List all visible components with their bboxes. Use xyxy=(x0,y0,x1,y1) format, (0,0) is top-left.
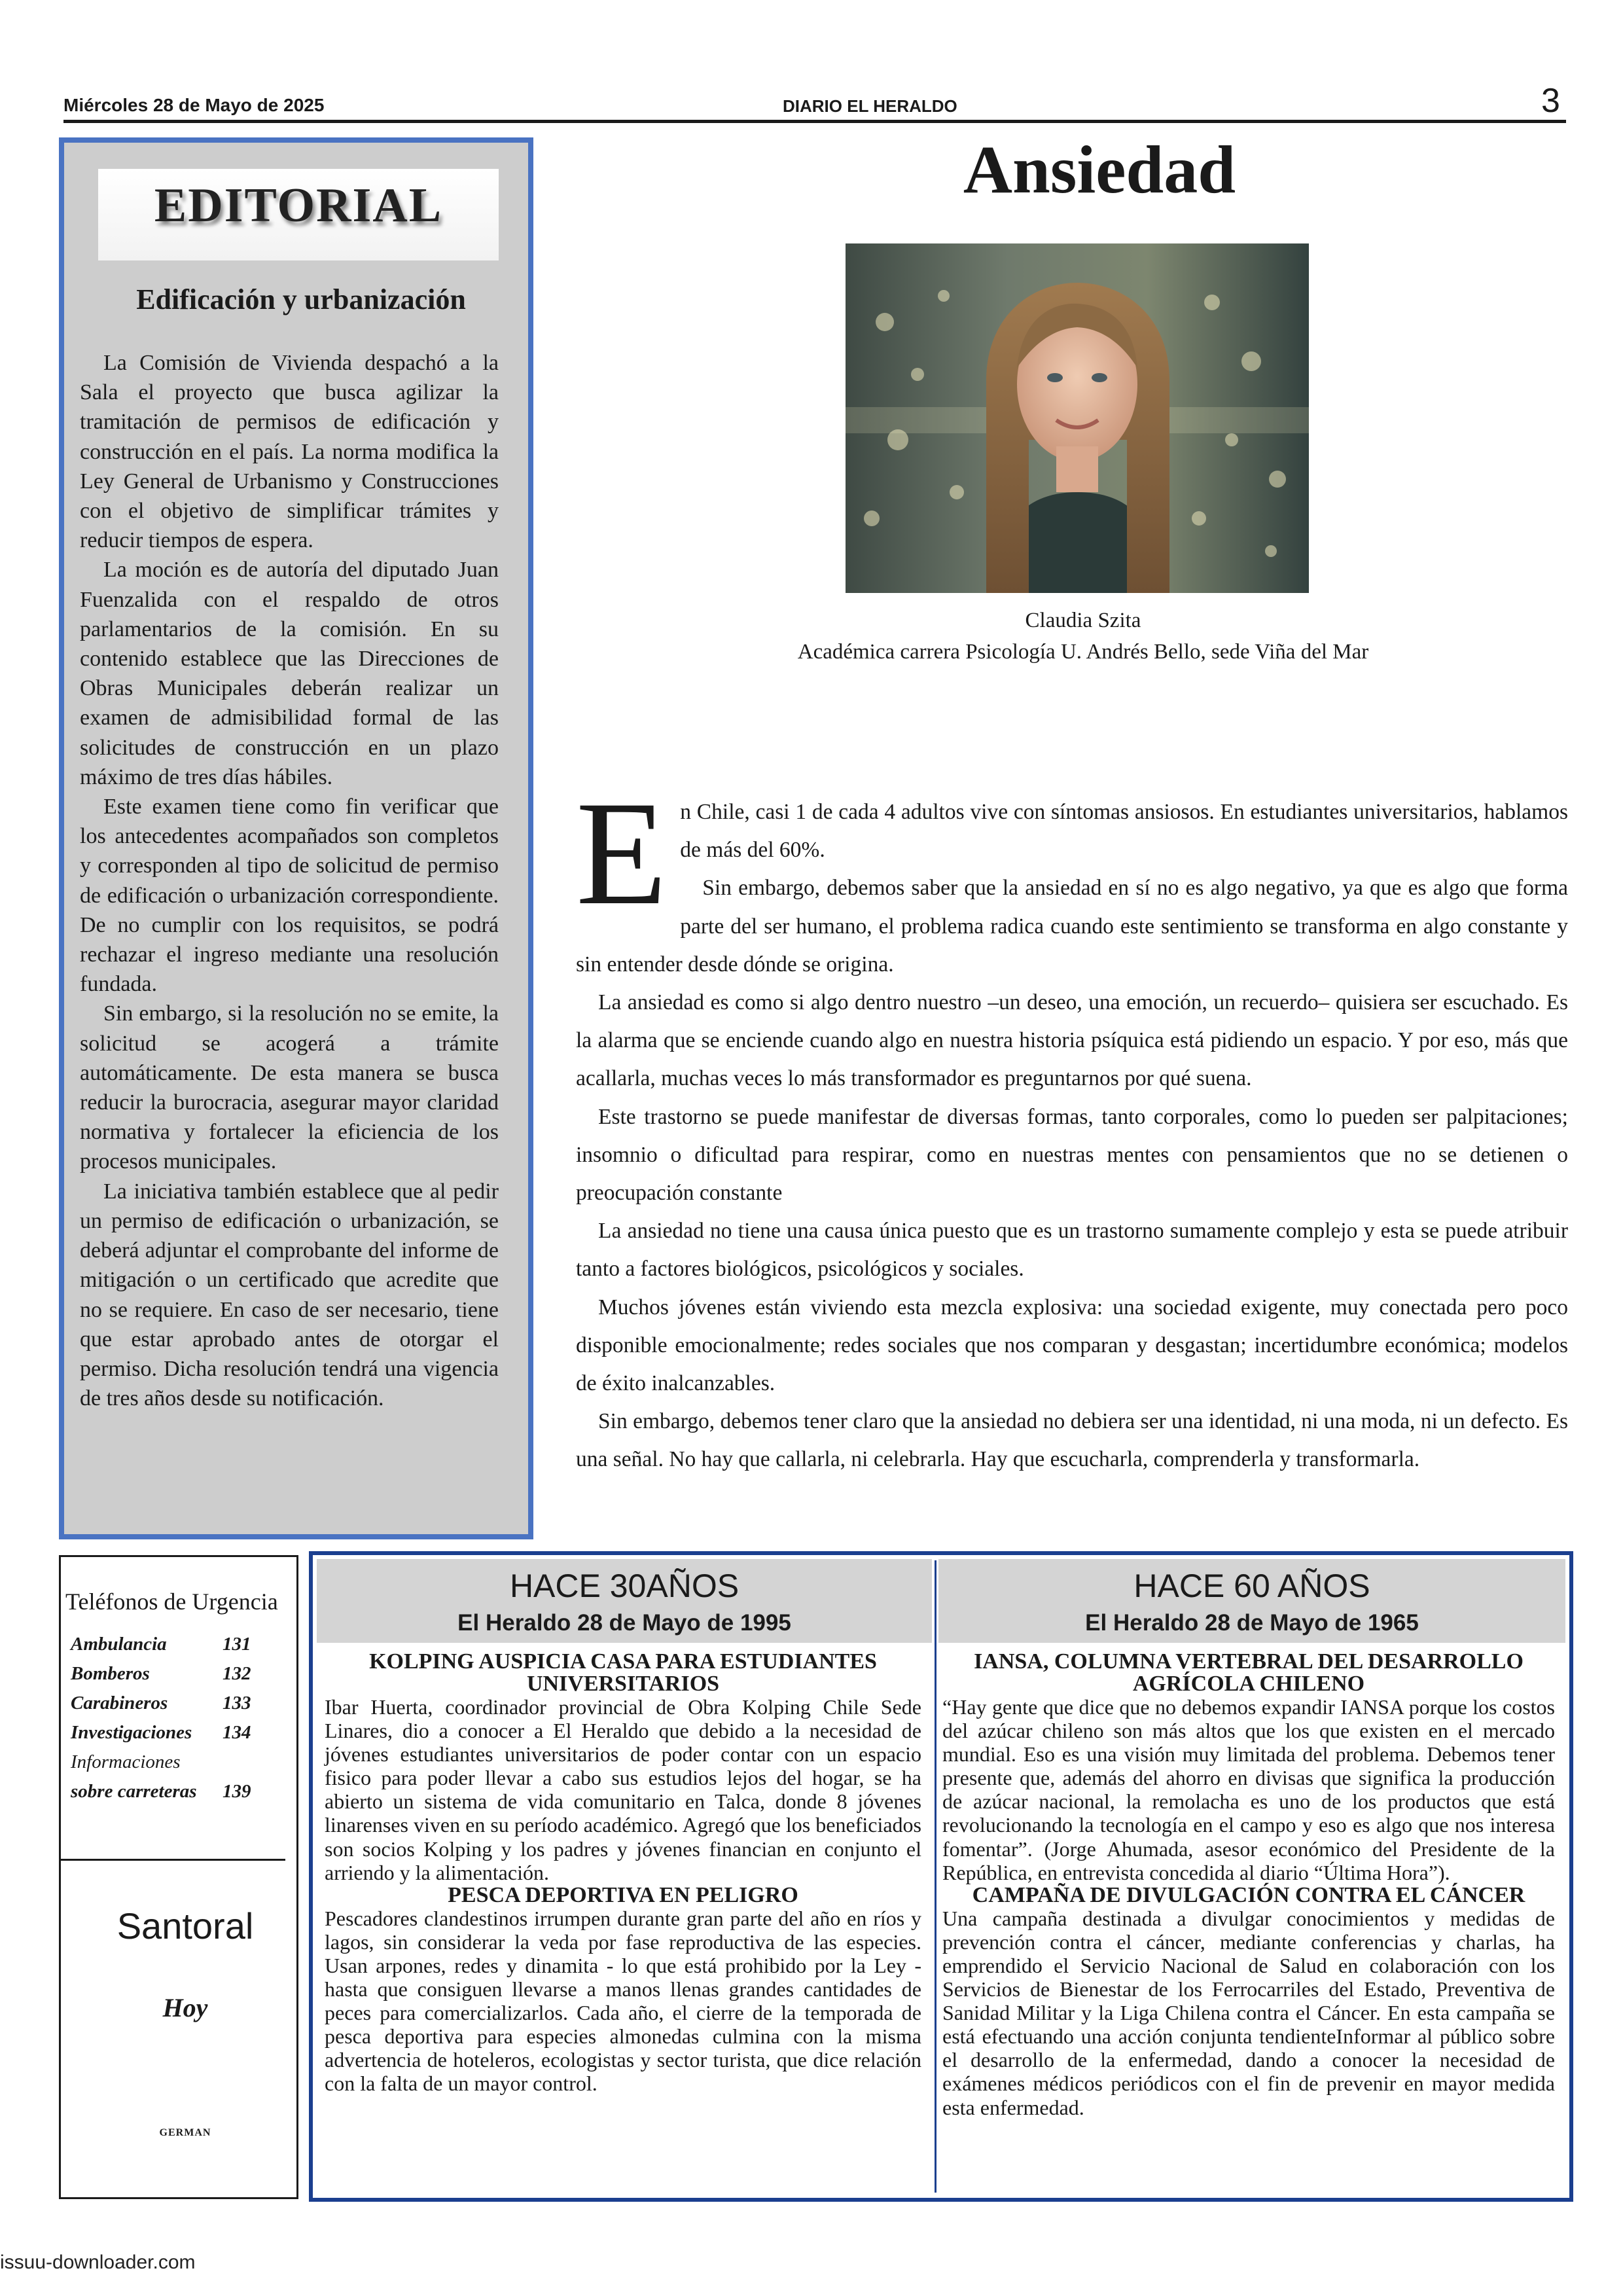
editorial-paragraph: La Comisión de Vivienda despachó a la Sala el proyecto que busca agilizar la tramitación de permisos de edificación y construcción en el país. La norma modifica la Ley General de Urbanismo y Construcciones con el objetivo de simplificar trámites y reducir tiempos de espera. xyxy=(80,351,499,553)
phone-name: sobre carreteras xyxy=(71,1781,197,1802)
author-photo xyxy=(846,243,1309,593)
phone-row xyxy=(71,1722,267,1744)
hace60-title: HACE 60 AÑOS xyxy=(1133,1568,1370,1604)
hace60-story-1: “Hay gente que dice que no debemos expandir IANSA porque los costos del azúcar chileno son más altos que los que existen en el mercado mundial. Eso es una visión muy limitada del problema. Debemos tener presente que, además del ahorro en divisas que significa la producción de azúcar nacional, la remolacha es uno de los productos que está revolucionando la tecnología en el campo y eso es algo que nos interesa fomentar”. (Jorge Ahumada, asesor económico del Presidente de la República, en entrevista concedida al diario “Última Hora”). xyxy=(942,1695,1555,1884)
editorial-paragraph: La moción es de autoría del diputado Juan Fuenzalida con el respaldo de otros parlamentarios de la comisión. En su contenido establece que las Direcciones de Obras Municipales deberán realizar un examen de admisibilidad formal de las solicitudes de construcción en un plazo máximo de tres días hábiles. xyxy=(80,558,499,789)
hace30-headline-2: PESCA DEPORTIVA EN PELIGRO xyxy=(448,1882,798,1907)
column-divider xyxy=(935,1560,936,2193)
phone-number: 133 xyxy=(223,1693,251,1713)
phone-number: 139 xyxy=(223,1781,251,1802)
article-title: Ansiedad xyxy=(963,132,1236,207)
phone-name: Carabineros xyxy=(71,1693,168,1713)
santoral-name: GERMAN xyxy=(159,2127,211,2138)
editorial-paragraph: Este examen tiene como fin verificar que los antecedentes acompañados son completos y corresponden al tipo de solicitud de permiso de edificación o urbanización correspondiente. De no cumplir con los requisitos, se podrá rechazar el ingreso mediante una resolución fundada. xyxy=(80,795,499,997)
phone-row xyxy=(71,1663,267,1685)
article-paragraph: Este trastorno se puede manifestar de diversas formas, tanto corporales, como lo pueden ser palpitaciones; insomnio o dificultad para respirar, como en nuestras mentes con pensamientos que no se detienen o preocupación constante xyxy=(576,1104,1568,1206)
phone-row xyxy=(71,1634,267,1655)
phone-row xyxy=(71,1781,267,1803)
header-rule xyxy=(63,120,1566,123)
phone-name: Bomberos xyxy=(71,1663,150,1684)
article-paragraph: La ansiedad es como si algo dentro nuestro –un deseo, una emoción, un recuerdo– quisiera ser escuchado. Es la alarma que se enciende cuando algo en nuestra historia psíquica está pidiendo un espacio. Y por eso, más que acallarla, muchas veces lo más transformador es preguntarnos por qué suena. xyxy=(576,990,1568,1091)
phones-title: Teléfonos de Urgencia xyxy=(65,1588,278,1615)
article-body xyxy=(576,771,1568,1479)
phone-row-info-label xyxy=(71,1751,267,1773)
article-paragraph: Muchos jóvenes están viviendo esta mezcla explosiva: una sociedad exigente, muy conectada pero poco disponible emocionalmente; redes sociales que nos comparan y desgastan; incertidumbre económica; modelos de éxito inalcanzables. xyxy=(576,1295,1568,1396)
phone-name: Ambulancia xyxy=(71,1634,167,1655)
hace60-headline-1: IANSA, COLUMNA VERTEBRAL DEL DESARROLLO AGRÍCOLA CHILENO xyxy=(974,1649,1524,1696)
article-paragraph: Sin embargo, debemos tener claro que la ansiedad no debiera ser una identidad, ni una moda, ni un defecto. Es una señal. No hay que callarla, ni celebrarla. Hay que escucharla, comprenderla y transformarla. xyxy=(576,1409,1568,1472)
hace60-headline-2: CAMPAÑA DE DIVULGACIÓN CONTRA EL CÁNCER xyxy=(972,1882,1525,1907)
hace30-headline-1: KOLPING AUSPICIA CASA PARA ESTUDIANTES UNIVERSITARIOS xyxy=(369,1649,877,1696)
phone-info-label: Informaciones xyxy=(71,1751,181,1772)
hace30-column xyxy=(325,1651,921,2096)
article-paragraph: La ansiedad no tiene una causa única puesto que es un trastorno sumamente complejo y esta se puede atribuir tanto a factores biológicos, psicológicos y sociales. xyxy=(576,1219,1568,1282)
hace30-story-1: Ibar Huerta, coordinador provincial de Obra Kolping Chile Sede Linares, dio a conocer a El Heraldo que debido a la necesidad de jóvenes estudiantes universitarios de poder contar con un espacio fisico para poder llevar a cabo sus estudios lejos del hogar, se ha abierto un sistema de vida comunitario en Talca, donde 8 jóvenes linarenses viven en su período académico. Agregó que los beneficiados son socios Kolping y los padres y jóvenes financian en conjunto el arriendo y la alimentación. xyxy=(325,1695,921,1884)
santoral-today: Hoy xyxy=(162,1993,208,2022)
photo-caption-role: Académica carrera Psicología U. Andrés Bello, sede Viña del Mar xyxy=(797,640,1369,664)
phones-divider xyxy=(59,1859,285,1861)
editorial-title: Edificación y urbanización xyxy=(136,283,466,315)
hace30-title: HACE 30AÑOS xyxy=(509,1568,740,1604)
santoral-title: Santoral xyxy=(116,1905,254,1946)
header-paper-name: DIARIO EL HERALDO xyxy=(783,96,957,116)
editorial-paragraph: Sin embargo, si la resolución no se emite, la solicitud se acogerá a trámite automáticamente. De esta manera se busca reducir la burocracia, asegurar mayor claridad normativa y fortalecer la eficiencia de los procesos municipales. xyxy=(80,1001,499,1174)
page-number: 3 xyxy=(1541,82,1560,120)
footer-watermark-url: issuu-downloader.com xyxy=(0,2251,196,2273)
phone-row xyxy=(71,1693,267,1714)
article-paragraph: Sin embargo, debemos saber que la ansiedad en sí no es algo negativo, ya que es algo que forma parte del ser humano, el problema radica cuando este sentimiento se transforma en algo constante y sin entender desde dónde se origina. xyxy=(576,876,1568,977)
hace30-subtitle: El Heraldo 28 de Mayo de 1995 xyxy=(457,1610,791,1636)
hace60-subtitle: El Heraldo 28 de Mayo de 1965 xyxy=(1085,1610,1419,1636)
dropcap: E xyxy=(576,771,668,936)
hace60-column xyxy=(942,1651,1555,2119)
editorial-paragraph: La iniciativa también establece que al pedir un permiso de edificación o urbanización, se deberá adjuntar el comprobante del informe de mitigación o un certificado que acredite que no se requiere. En caso de ser necesario, tiene que estar aprobado antes de otorgar el permiso. Dicha resolución tendrá una vigencia de tres años desde su notificación. xyxy=(80,1179,499,1411)
editorial-banner-title: EDITORIAL xyxy=(154,179,443,232)
phone-name: Investigaciones xyxy=(71,1722,192,1743)
editorial-body xyxy=(80,348,499,1413)
phone-number: 131 xyxy=(223,1634,251,1655)
hace60-story-2: Una campaña destinada a divulgar conocimientos y medidas de prevención contra el cáncer, mediante conferencias y charlas, ha emprendido el Servicio Nacional de Salud en colaboración con los Servicios de Bienestar de los Ferrocarriles del Estado, Preventiva de Sanidad Militar y la Liga Chilena contra el Cáncer. En esta campaña se está efectuando una acción conjunta tendienteInformar al público sobre el desarrollo de la enfermedad, dando a conocer la necesidad de exámenes médicos periódicos con el fin de prevenir en mayor medida esta enfermedad. xyxy=(942,1906,1555,2119)
phone-number: 132 xyxy=(223,1663,251,1684)
header-date: Miércoles 28 de Mayo de 2025 xyxy=(63,95,325,115)
photo-caption-author: Claudia Szita xyxy=(1025,609,1141,632)
hace30-story-2: Pescadores clandestinos irrumpen durante gran parte del año en ríos y lagos, sin considerar la veda por fase reproductiva de las especies. Usan arpones, redes y dinamita - lo que está prohibido por la Ley - hasta que consiguen llevarse a manos llenas grandes cantidades de peces para comercializarlos. Cada año, el cierre de la temporada de pesca deportiva para especies almonedas culmina con la misma advertencia de hoteleros, ecologistas y sector turista, que dice relación con la falta de un mayor control. xyxy=(325,1906,921,2096)
phone-number: 134 xyxy=(223,1722,251,1743)
article-paragraph-text: n Chile, casi 1 de cada 4 adultos vive con síntomas ansiosos. En estudiantes universitarios, hablamos de más del 60%. xyxy=(680,800,1568,863)
